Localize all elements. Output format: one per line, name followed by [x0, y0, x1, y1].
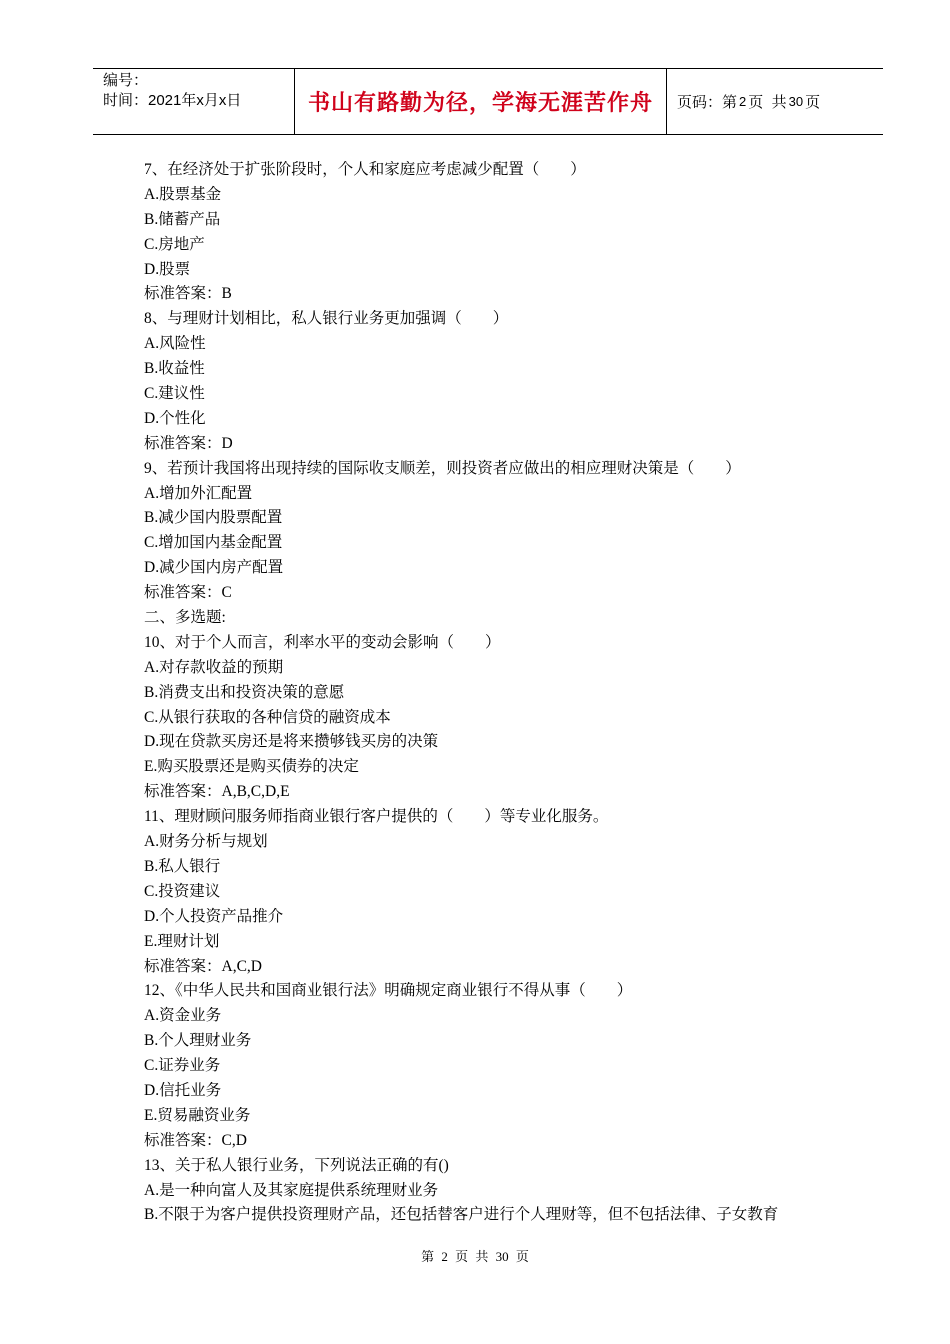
question-list: [144, 158, 864, 1228]
text-line: C.从银行获取的各种信贷的融资成本: [144, 708, 391, 726]
text-line: E.购买股票还是购买债券的决定: [144, 758, 359, 776]
header-motto: 书山有路勤为径，学海无涯苦作舟: [294, 69, 667, 134]
text-line: 8、与理财计划相比，私人银行业务更加强调（ ）: [144, 310, 509, 328]
text-line: B.消费支出和投资决策的意愿: [144, 683, 345, 701]
text-line: A.是一种向富人及其家庭提供系统理财业务: [144, 1181, 439, 1199]
page-middle: 页 共: [748, 94, 787, 111]
text-line: D.股票: [144, 260, 191, 278]
text-line: 10、对于个人而言，利率水平的变动会影响（ ）: [144, 633, 501, 651]
text-line: A.股票基金: [144, 185, 222, 203]
header-meta: [93, 69, 294, 134]
text-line: 标准答案：A,B,C,D,E: [144, 783, 290, 801]
text-line: 11、理财顾问服务师指商业银行客户提供的（ ）等专业化服务。: [144, 808, 609, 826]
text-line: D.个人投资产品推介: [144, 907, 284, 925]
page-header: [93, 68, 883, 135]
page-prefix: 页码：第: [677, 94, 738, 111]
text-line: 12、《中华人民共和国商业银行法》明确规定商业银行不得从事（ ）: [144, 982, 633, 1000]
text-line: B.个人理财业务: [144, 1032, 252, 1050]
document-time: 时间：2021年x月x日: [103, 92, 242, 109]
text-line: 标准答案：C,D: [144, 1131, 247, 1149]
text-line: B.减少国内股票配置: [144, 509, 283, 527]
text-line: C.投资建议: [144, 882, 221, 900]
text-line: D.个性化: [144, 409, 206, 427]
text-line: 7、在经济处于扩张阶段时，个人和家庭应考虑减少配置（ ）: [144, 161, 586, 178]
text-line: 标准答案：B: [144, 285, 232, 303]
text-line: 9、若预计我国将出现持续的国际收支顺差，则投资者应做出的相应理财决策是（ ）: [144, 459, 741, 477]
text-line: C.增加国内基金配置: [144, 534, 283, 552]
text-line: C.房地产: [144, 235, 205, 253]
text-line: D.减少国内房产配置: [144, 559, 284, 577]
text-line: A.对存款收益的预期: [144, 658, 284, 676]
text-line: A.资金业务: [144, 1007, 222, 1025]
text-line: A.增加外汇配置: [144, 484, 253, 502]
text-line: E.贸易融资业务: [144, 1106, 251, 1124]
document-number-label: 编号：: [103, 72, 149, 89]
page-footer: 第 2 页 共 30 页: [421, 1249, 529, 1264]
text-line: C.建议性: [144, 385, 205, 403]
text-line: 标准答案：D: [144, 434, 233, 452]
text-line: 二、多选题:: [144, 609, 226, 627]
text-line: B.储蓄产品: [144, 210, 221, 228]
text-line: 标准答案：A,C,D: [144, 957, 262, 975]
text-line: A.财务分析与规划: [144, 833, 268, 851]
text-line: B.收益性: [144, 360, 205, 378]
page-total: 30: [788, 94, 804, 109]
text-line: D.现在贷款买房还是将来攒够钱买房的决策: [144, 733, 439, 751]
text-line: 标准答案：C: [144, 584, 232, 602]
text-line: A.风险性: [144, 335, 206, 353]
page-current: 2: [739, 94, 747, 109]
text-line: E.理财计划: [144, 932, 220, 950]
text-line: 13、关于私人银行业务，下列说法正确的有(): [144, 1156, 449, 1174]
text-line: C.证券业务: [144, 1057, 221, 1075]
text-line: B.不限于为客户提供投资理财产品，还包括替客户进行个人理财等，但不包括法律、子女教育: [144, 1206, 779, 1224]
text-line: D.信托业务: [144, 1081, 222, 1099]
header-page-info: [667, 69, 883, 134]
page-suffix: 页: [805, 94, 821, 111]
text-line: B.私人银行: [144, 857, 221, 875]
